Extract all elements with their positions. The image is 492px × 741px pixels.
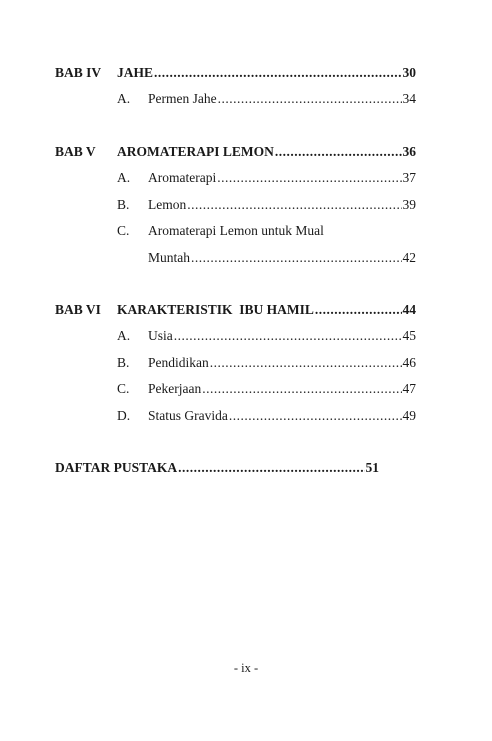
section-page: 37 bbox=[402, 170, 416, 185]
dot-leader bbox=[217, 170, 401, 186]
section-letter: A. bbox=[117, 91, 131, 106]
toc-bibliography bbox=[55, 460, 379, 476]
section-title-line1: Aromaterapi Lemon untuk Mual bbox=[148, 223, 324, 238]
section-title: Lemon bbox=[148, 197, 187, 212]
section-letter: A. bbox=[117, 170, 131, 185]
toc-section bbox=[117, 355, 416, 371]
section-title: Usia bbox=[148, 328, 173, 343]
section-page: 39 bbox=[402, 197, 416, 212]
section-page: 45 bbox=[402, 328, 416, 343]
section-letter: A. bbox=[117, 328, 131, 343]
toc-section bbox=[117, 408, 416, 424]
dot-leader bbox=[191, 250, 402, 266]
dot-leader bbox=[178, 460, 364, 476]
chapter-page: 44 bbox=[402, 302, 416, 317]
section-letter: B. bbox=[117, 197, 130, 212]
toc-chapter-5 bbox=[55, 144, 416, 160]
section-page: 34 bbox=[402, 91, 416, 106]
section-title: Status Gravida bbox=[148, 408, 228, 423]
section-title: Pendidikan bbox=[148, 355, 209, 370]
chapter-page: 30 bbox=[402, 65, 416, 80]
toc-section bbox=[117, 381, 416, 397]
bibliography-page: 51 bbox=[365, 460, 379, 475]
toc-chapter-6 bbox=[55, 302, 416, 318]
dot-leader bbox=[187, 197, 401, 213]
section-title: Pekerjaan bbox=[148, 381, 202, 396]
section-page: 46 bbox=[402, 355, 416, 370]
section-title: Aromaterapi bbox=[148, 170, 217, 185]
toc-section bbox=[117, 91, 416, 107]
section-title: Permen Jahe bbox=[148, 91, 217, 106]
dot-leader bbox=[229, 408, 402, 424]
toc-section bbox=[117, 223, 416, 239]
dot-leader bbox=[315, 302, 402, 318]
chapter-label: BAB IV bbox=[55, 65, 102, 80]
dot-leader bbox=[174, 328, 402, 344]
chapter-page: 36 bbox=[402, 144, 416, 159]
section-page: 42 bbox=[402, 250, 416, 265]
section-letter: C. bbox=[117, 381, 130, 396]
dot-leader bbox=[210, 355, 402, 371]
chapter-label: BAB V bbox=[55, 144, 96, 159]
section-page: 47 bbox=[402, 381, 416, 396]
chapter-title: AROMATERAPI LEMON bbox=[117, 144, 274, 159]
section-letter: C. bbox=[117, 223, 130, 238]
dot-leader bbox=[218, 91, 402, 107]
toc-chapter-4 bbox=[55, 65, 416, 81]
chapter-title: KARAKTERISTIK IBU HAMIL bbox=[117, 302, 314, 317]
chapter-label: BAB VI bbox=[55, 302, 101, 317]
chapter-title: JAHE bbox=[117, 65, 154, 80]
toc-section bbox=[117, 328, 416, 344]
toc-section bbox=[117, 170, 416, 186]
bibliography-title: DAFTAR PUSTAKA bbox=[55, 460, 178, 475]
section-letter: B. bbox=[117, 355, 130, 370]
dot-leader bbox=[275, 144, 402, 160]
section-page: 49 bbox=[402, 408, 416, 423]
section-letter: D. bbox=[117, 408, 131, 423]
toc-section-continued bbox=[148, 250, 416, 266]
page-number: - ix - bbox=[233, 661, 259, 675]
section-title-line2: Muntah bbox=[148, 250, 190, 265]
toc-section bbox=[117, 197, 416, 213]
dot-leader bbox=[154, 65, 401, 81]
dot-leader bbox=[202, 381, 401, 397]
